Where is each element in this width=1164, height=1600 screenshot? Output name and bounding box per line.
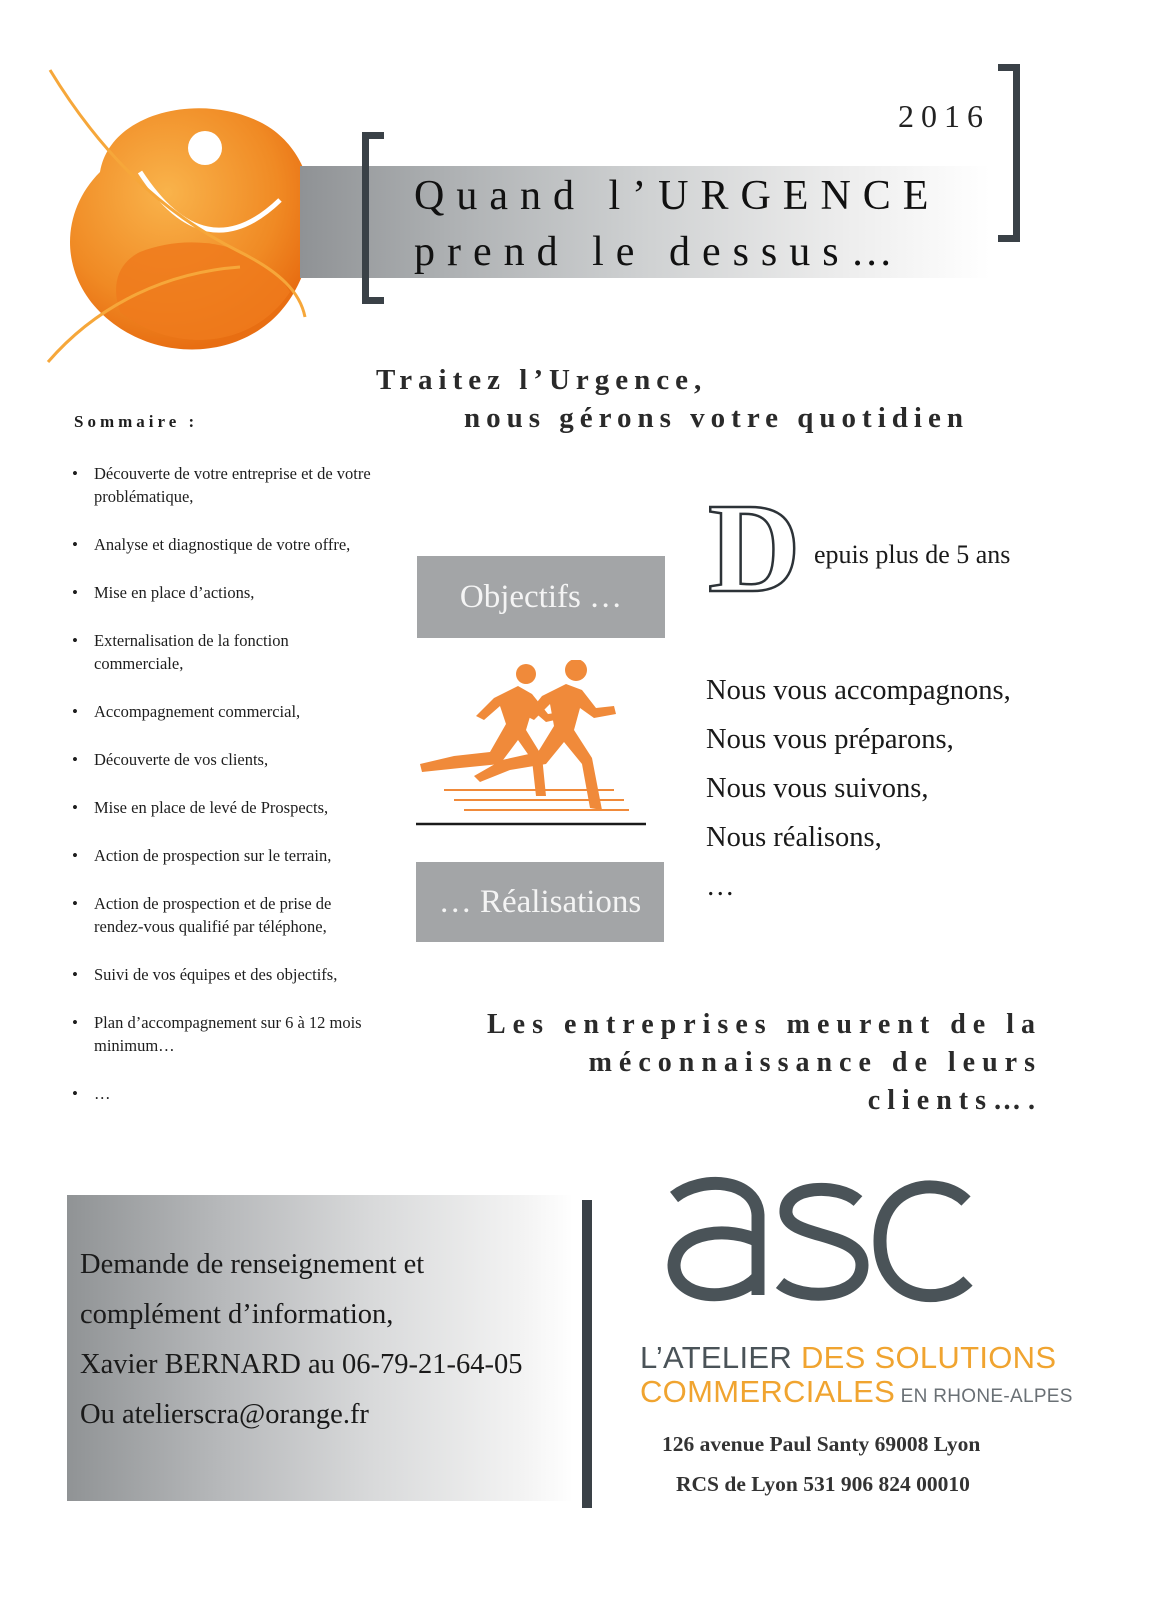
list-item: • Action de prospection sur le terrain,: [68, 844, 378, 867]
right-bracket: [998, 64, 1020, 242]
depuis-text: epuis plus de 5 ans: [814, 540, 1011, 569]
list-item: • Mise en place d’actions,: [68, 581, 378, 604]
drop-cap: D: [708, 477, 801, 619]
headline: [414, 168, 940, 280]
list-item: • Découverte de vos clients,: [68, 748, 378, 771]
headline-line-1: Quand l’URGENCE: [414, 173, 941, 219]
list-item: • Mise en place de levé de Prospects,: [68, 796, 378, 819]
vertical-divider: [582, 1200, 592, 1508]
quote-line-2: méconnaissance de leurs: [588, 1047, 1042, 1078]
smiley-sphere-logo: [40, 62, 340, 382]
contact-line-2: complément d’information,: [80, 1299, 394, 1330]
list-item: • Externalisation de la fonction commerciale,: [68, 629, 378, 675]
list-item: • Plan d’accompagnement sur 6 à 12 mois minimum…: [68, 1011, 378, 1057]
brand-name-line-1: [640, 1340, 1056, 1376]
contact-line-1: Demande de renseignement et: [80, 1249, 425, 1280]
objectifs-box: Objectifs …: [417, 556, 665, 638]
brand-des-solutions: DES SOLUTIONS: [800, 1340, 1057, 1375]
runners-icon: [414, 660, 664, 844]
asc-logo: [662, 1165, 982, 1305]
contact-email: Ou atelierscra@orange.fr: [80, 1399, 369, 1430]
list-item: • Analyse et diagnostique de votre offre,: [68, 533, 378, 556]
engagement-line: Nous vous préparons,: [706, 724, 954, 755]
quote-line-1: Les entreprises meurent de la: [486, 1009, 1042, 1040]
tagline-line-2: nous gérons votre quotidien: [464, 402, 969, 434]
sommaire-title: Sommaire :: [74, 412, 199, 431]
quote: [420, 1006, 1042, 1120]
engagement-line: Nous vous accompagnons,: [706, 675, 1011, 706]
contact-text: [80, 1240, 522, 1440]
list-item: • Suivi de vos équipes et des objectifs,: [68, 963, 378, 986]
tagline-line-1: Traitez l’Urgence,: [376, 364, 708, 396]
address: 126 avenue Paul Santy 69008 Lyon: [662, 1432, 981, 1456]
brand-region: EN RHONE-ALPES: [895, 1386, 1073, 1407]
list-item: • Accompagnement commercial,: [68, 700, 378, 723]
engagement-line: Nous réalisons,: [706, 822, 882, 853]
brand-commerciales: COMMERCIALES: [640, 1374, 896, 1409]
realisations-box: … Réalisations: [416, 862, 664, 942]
year: 2016: [898, 98, 990, 134]
engagement-list: [706, 666, 1011, 911]
engagement-line: Nous vous suivons,: [706, 773, 929, 804]
rcs-number: RCS de Lyon 531 906 824 00010: [676, 1472, 970, 1496]
brand-latelier: L’ATELIER: [640, 1340, 801, 1375]
engagement-line: …: [706, 871, 735, 902]
brand-name-line-2: [640, 1374, 1073, 1410]
list-item: • Action de prospection et de prise de rendez-vous qualifié par téléphone,: [68, 892, 378, 938]
quote-line-3: clients….: [867, 1085, 1042, 1116]
list-item: • Découverte de votre entreprise et de votre problématique,: [68, 462, 378, 508]
sommaire-list: [68, 462, 378, 1130]
list-item: • …: [68, 1082, 378, 1105]
left-bracket: [362, 132, 384, 304]
contact-phone: Xavier BERNARD au 06-79-21-64-05: [80, 1349, 523, 1380]
headline-line-2: prend le dessus…: [414, 229, 905, 275]
